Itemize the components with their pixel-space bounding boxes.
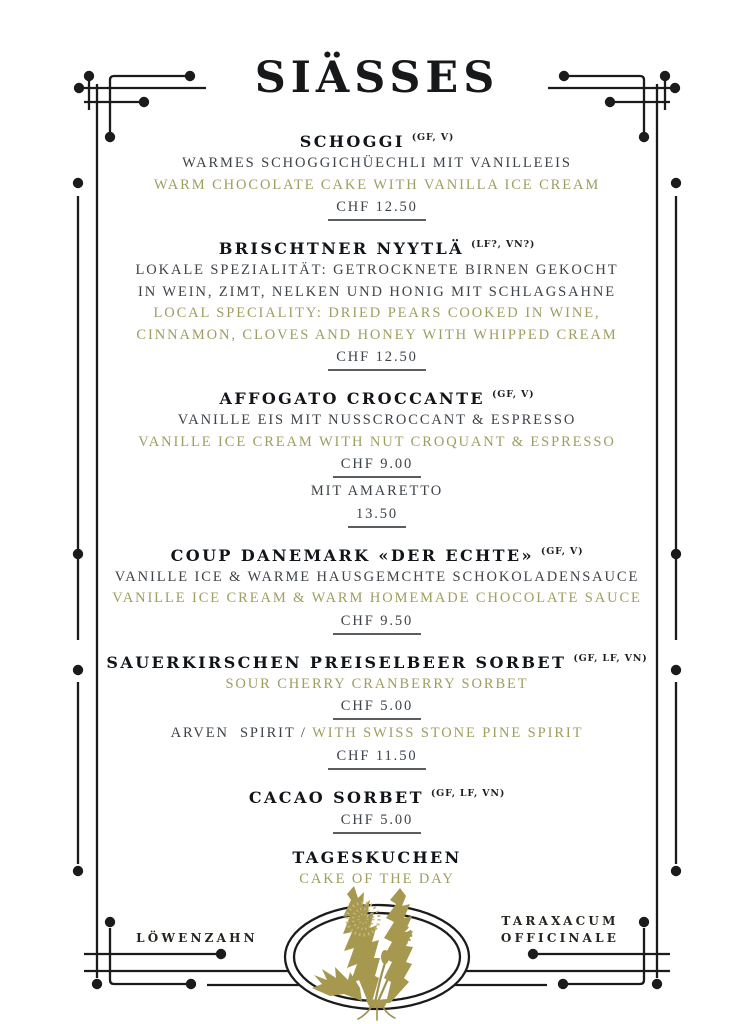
text-segment-price: 13.50 [348, 504, 406, 528]
item-description-line [92, 153, 662, 175]
item-dietary-tags: (GF, V) [411, 132, 455, 143]
item-description-line [92, 325, 662, 347]
item-dietary-tags: (GF, LF, VN) [573, 652, 648, 664]
footer-label-latin [470, 913, 650, 947]
item-dietary-tags: (GF, V) [540, 545, 584, 557]
item-description-line [92, 588, 662, 610]
item-name: CACAO SORBET [248, 787, 424, 807]
item-name: TAGESKUCHEN [292, 847, 462, 867]
item-description-line [92, 260, 662, 282]
item-description-line [92, 674, 662, 696]
text-segment-en: SOUR CHERRY CRANBERRY SORBET [225, 675, 529, 692]
item-price [92, 347, 662, 371]
text-segment-en: VANILLE ICE CREAM WITH NUT CROQUANT & ESPRESSO [138, 433, 616, 450]
item-name-row [92, 846, 662, 869]
footer-latin-line2: OFFICINALE [500, 931, 620, 945]
text-segment-de: VANILLE ICE & WARME HAUSGEMCHTE SCHOKOLADENSAUCE [114, 568, 640, 585]
menu-item [92, 383, 662, 528]
item-dietary-tags: (GF, V) [491, 389, 535, 400]
menu-item [92, 540, 662, 635]
item-price [92, 197, 662, 221]
text-segment-de: IN WEIN, ZIMT, NELKEN UND HONIG MIT SCHLAGSAHNE [138, 283, 616, 300]
item-description-line [92, 723, 662, 745]
item-name-row [92, 540, 662, 567]
item-dietary-tags: (LF?, VN?) [470, 239, 536, 250]
item-name-row [92, 233, 662, 260]
menu-item [92, 647, 662, 770]
item-name: BRISCHTNER NYYTLÄ [218, 239, 464, 258]
item-description-line [92, 410, 662, 432]
item-description-line [92, 175, 662, 197]
text-segment-en: VANILLE ICE CREAM & WARM HOMEMADE CHOCOLATE SAUCE [112, 590, 642, 606]
text-segment-en: WITH SWISS STONE PINE SPIRIT [312, 725, 584, 741]
page-title: SIÄSSES [254, 53, 500, 103]
item-description-line [92, 303, 662, 325]
item-price [92, 810, 662, 834]
text-segment-price: CHF 5.00 [333, 810, 421, 834]
text-segment-de: ARVEN SPIRIT / [170, 725, 313, 741]
item-name-row [92, 126, 662, 153]
text-segment-en: CAKE OF THE DAY [299, 870, 455, 887]
item-name: AFFOGATO CROCCANTE [219, 389, 485, 408]
item-price [92, 454, 662, 478]
footer-latin-line1: TARAXACUM [501, 914, 619, 928]
menu-item [92, 233, 662, 371]
menu-item [92, 782, 662, 834]
item-name: COUP DANEMARK «DER ECHTE» [170, 545, 534, 565]
item-price [92, 696, 662, 720]
item-price [92, 746, 662, 770]
item-dietary-tags: (GF, LF, VN) [430, 787, 506, 799]
text-segment-de: WARMES SCHOGGICHÜECHLI MIT VANILLEEIS [182, 155, 572, 171]
text-segment-de: MIT AMARETTO [310, 483, 444, 499]
item-name: SAUERKIRSCHEN PREISELBEER SORBET [106, 652, 567, 672]
menu-content [92, 0, 662, 890]
text-segment-en: WARM CHOCOLATE CAKE WITH VANILLA ICE CREAM [153, 176, 601, 193]
item-price [92, 611, 662, 635]
text-segment-price: CHF 5.00 [333, 696, 421, 720]
item-description-line [92, 481, 662, 503]
text-segment-de: LOKALE SPEZIALITÄT: GETROCKNETE BIRNEN GEKOCHT [135, 262, 619, 278]
text-segment-de: VANILLE EIS MIT NUSSCROCCANT & ESPRESSO [177, 412, 577, 428]
text-segment-price: CHF 12.50 [328, 197, 426, 221]
item-description-line [92, 869, 662, 891]
item-name-row [92, 647, 662, 674]
item-description-line [92, 432, 662, 454]
item-price [92, 504, 662, 528]
item-name-row [92, 383, 662, 410]
text-segment-price: CHF 12.50 [328, 347, 426, 371]
menu-items [92, 126, 662, 890]
item-name: SCHOGGI [299, 132, 405, 151]
menu-item [92, 126, 662, 221]
item-name-row [92, 782, 662, 809]
text-segment-en: LOCAL SPECIALITY: DRIED PEARS COOKED IN WINE, [153, 305, 601, 321]
footer-label-german: LÖWENZAHN [136, 931, 258, 945]
item-description-line [92, 282, 662, 304]
item-description-line [92, 567, 662, 589]
menu-item [92, 846, 662, 891]
text-segment-en: CINNAMON, CLOVES AND HONEY WITH WHIPPED CREAM [136, 326, 618, 343]
text-segment-price: CHF 9.50 [333, 611, 421, 635]
text-segment-price: CHF 11.50 [328, 746, 425, 770]
text-segment-price: CHF 9.00 [333, 454, 421, 478]
